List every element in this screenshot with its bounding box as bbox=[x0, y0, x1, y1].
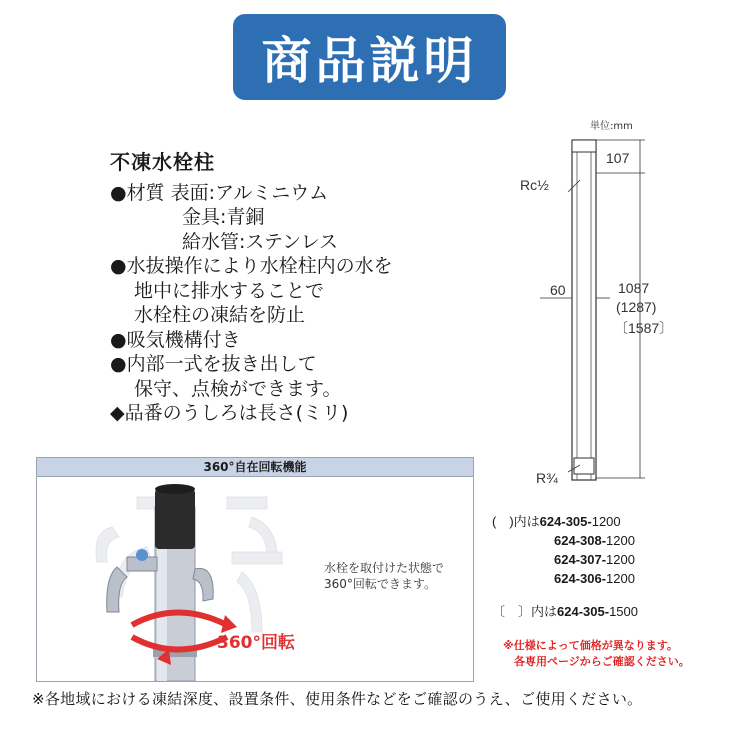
model-row bbox=[492, 512, 638, 531]
model-row bbox=[492, 550, 638, 569]
dim-width: 60 bbox=[550, 282, 566, 298]
rotation-note bbox=[324, 560, 444, 592]
model-length: 1200 bbox=[606, 533, 635, 548]
rotation-panel bbox=[36, 457, 474, 682]
model-length: 1200 bbox=[606, 552, 635, 567]
spec-line: 給水管:ステンレス bbox=[182, 230, 339, 253]
title-banner bbox=[233, 14, 506, 100]
unit-label: 単位:mm bbox=[590, 121, 633, 132]
warning-line: ※仕様によって価格が異なります。 bbox=[503, 639, 678, 652]
rotation-note-line: 360°回転できます。 bbox=[324, 577, 436, 591]
model-row bbox=[492, 602, 638, 621]
price-warning bbox=[503, 638, 690, 670]
footer-note: ※各地域における凍結深度、設置条件、使用条件などをご確認のうえ、ご使用ください。 bbox=[32, 690, 643, 708]
model-code: 624-306- bbox=[554, 571, 607, 586]
r-label: R¾ bbox=[536, 470, 558, 486]
page-title: 商品説明 bbox=[261, 32, 478, 90]
dim-top: 107 bbox=[606, 150, 630, 166]
bracket-prefix: 〔 〕内は bbox=[492, 604, 558, 619]
model-row bbox=[492, 569, 638, 588]
rotation-header: 360°自在回転機能 bbox=[37, 458, 473, 477]
dim-length-alt: (1287) bbox=[616, 299, 657, 315]
model-row bbox=[492, 531, 638, 550]
spec-line: 水栓柱の凍結を防止 bbox=[134, 304, 306, 326]
model-list bbox=[492, 512, 638, 621]
model-code: 624-307- bbox=[554, 552, 607, 567]
model-code: 624-305- bbox=[539, 514, 592, 529]
dim-length: 1087 bbox=[618, 280, 650, 296]
spec-line: ◆品番のうしろは長さ(ミリ) bbox=[110, 402, 349, 424]
spec-heading: 不凍水栓柱 bbox=[110, 150, 215, 174]
spec-line: 地中に排水することで bbox=[134, 279, 325, 302]
rotation-note-line: 水栓を取付けた状態で bbox=[324, 561, 445, 575]
spec-line: ●水抜操作により水栓柱内の水を bbox=[110, 255, 393, 277]
dim-length-alt2: 〔1587〕 bbox=[614, 320, 674, 336]
spec-list bbox=[110, 150, 393, 426]
spec-line: ●材質 表面:アルミニウム bbox=[110, 181, 329, 204]
model-length: 1200 bbox=[606, 571, 635, 586]
spec-line: 金具:青銅 bbox=[182, 206, 265, 228]
model-length: 1500 bbox=[609, 604, 638, 619]
paren-prefix: ( )内は bbox=[492, 514, 540, 529]
model-code: 624-305- bbox=[557, 604, 610, 619]
spec-line: ●内部一式を抜き出して bbox=[110, 353, 317, 375]
model-length: 1200 bbox=[591, 514, 621, 529]
rc-label: Rc½ bbox=[520, 177, 549, 193]
model-code: 624-308- bbox=[554, 533, 607, 548]
rotation-label: 360°回転 bbox=[217, 633, 295, 653]
spec-line: 保守、点検ができます。 bbox=[134, 377, 342, 400]
spec-line: ●吸気機構付き bbox=[110, 328, 241, 351]
warning-line: 各専用ページからご確認ください。 bbox=[514, 655, 690, 668]
